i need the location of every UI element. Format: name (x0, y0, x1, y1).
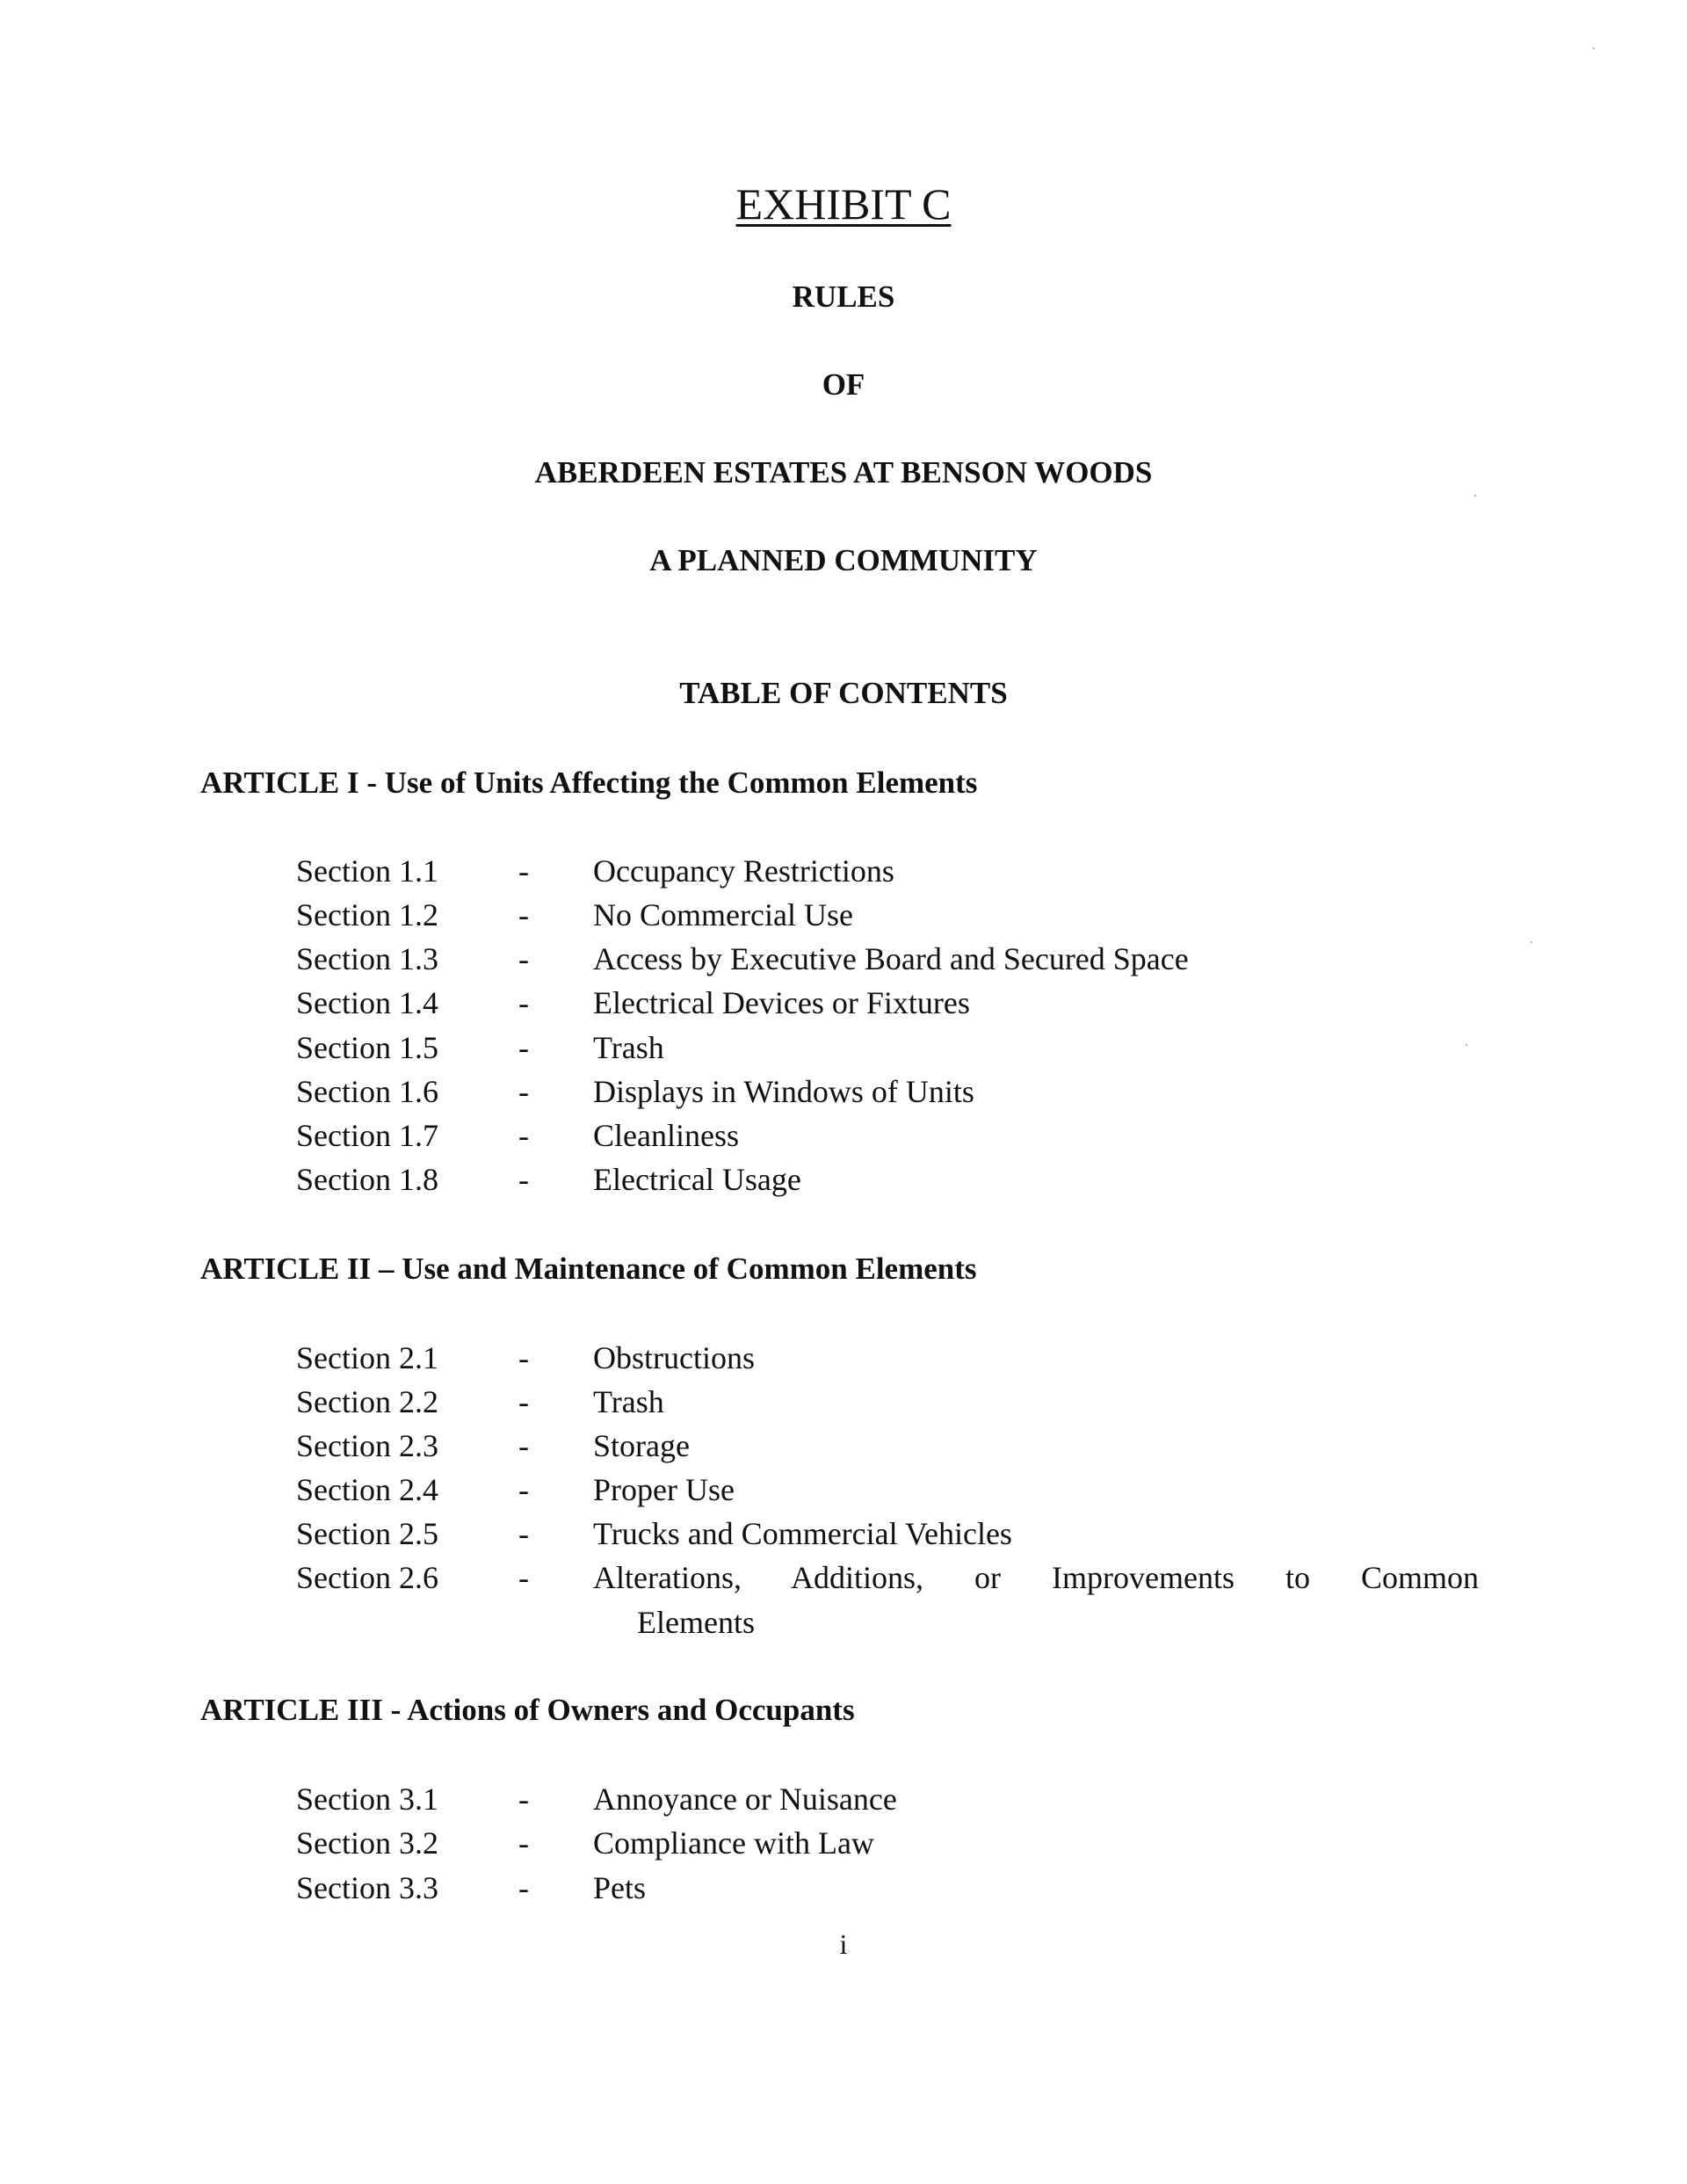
section-label: Section 2.3 (296, 1428, 438, 1463)
section-dash: - (518, 1428, 529, 1463)
section-title: Alterations, Additions, or Improvements to Common (593, 1560, 1479, 1595)
section-dash: - (518, 1560, 529, 1595)
article-heading: ARTICLE III - Actions of Owners and Occupants (200, 1693, 855, 1727)
section-label: Section 1.7 (296, 1118, 438, 1153)
section-title: Compliance with Law (593, 1825, 874, 1861)
section-title: Displays in Windows of Units (593, 1074, 974, 1109)
scan-speck (1593, 47, 1595, 49)
section-label: Section 1.1 (296, 853, 438, 889)
heading-community-name: ABERDEEN ESTATES AT BENSON WOODS (534, 455, 1153, 490)
section-label: Section 1.6 (296, 1074, 438, 1109)
exhibit-title (0, 178, 1687, 229)
section-label: Section 1.5 (296, 1030, 438, 1065)
section-title: Storage (593, 1428, 690, 1463)
section-dash: - (518, 1118, 529, 1153)
section-dash: - (518, 1516, 529, 1551)
section-dash: - (518, 1340, 529, 1375)
toc-title: TABLE OF CONTENTS (679, 676, 1008, 710)
section-label: Section 2.5 (296, 1516, 438, 1551)
section-label: Section 1.3 (296, 941, 438, 976)
section-label: Section 2.4 (296, 1472, 438, 1507)
section-dash: - (518, 1870, 529, 1905)
section-label: Section 1.4 (296, 985, 438, 1020)
exhibit-title-text: EXHIBIT C (735, 179, 952, 229)
heading-planned-community: A PLANNED COMMUNITY (649, 543, 1038, 577)
section-title: Access by Executive Board and Secured Space (593, 941, 1189, 976)
section-dash: - (518, 1074, 529, 1109)
section-label: Section 3.3 (296, 1870, 438, 1905)
section-title: Pets (593, 1870, 647, 1905)
section-dash: - (518, 1162, 529, 1197)
section-dash: - (518, 1825, 529, 1861)
section-dash: - (518, 985, 529, 1020)
section-title: Trucks and Commercial Vehicles (593, 1516, 1012, 1551)
page-number: i (839, 1928, 848, 1960)
section-title: No Commercial Use (593, 897, 853, 932)
section-dash: - (518, 1472, 529, 1507)
section-title: Obstructions (593, 1340, 755, 1375)
section-label: Section 3.1 (296, 1781, 438, 1817)
section-dash: - (518, 1030, 529, 1065)
section-title: Electrical Devices or Fixtures (593, 985, 970, 1020)
section-label: Section 1.2 (296, 897, 438, 932)
section-label: Section 2.1 (296, 1340, 438, 1375)
section-label: Section 3.2 (296, 1825, 438, 1861)
section-dash: - (518, 897, 529, 932)
section-title: Occupancy Restrictions (593, 853, 894, 889)
section-label: Section 2.6 (296, 1560, 438, 1595)
section-dash: - (518, 1781, 529, 1817)
scan-speck (1466, 1044, 1467, 1046)
section-dash: - (518, 1384, 529, 1419)
scan-speck (1474, 495, 1476, 497)
section-label: Section 1.8 (296, 1162, 438, 1197)
heading-rules: RULES (792, 279, 895, 314)
article-heading: ARTICLE II – Use and Maintenance of Common Elements (200, 1252, 977, 1286)
section-title: Trash (593, 1384, 664, 1419)
heading-of: OF (822, 367, 865, 402)
section-title-continuation: Elements (637, 1605, 755, 1640)
section-dash: - (518, 941, 529, 976)
section-title: Annoyance or Nuisance (593, 1781, 897, 1817)
section-title: Trash (593, 1030, 664, 1065)
section-title: Electrical Usage (593, 1162, 801, 1197)
article-heading: ARTICLE I - Use of Units Affecting the Common Elements (200, 765, 978, 800)
section-dash: - (518, 853, 529, 889)
scan-speck (1531, 941, 1532, 943)
section-label: Section 2.2 (296, 1384, 438, 1419)
section-title: Cleanliness (593, 1118, 739, 1153)
section-title: Proper Use (593, 1472, 735, 1507)
